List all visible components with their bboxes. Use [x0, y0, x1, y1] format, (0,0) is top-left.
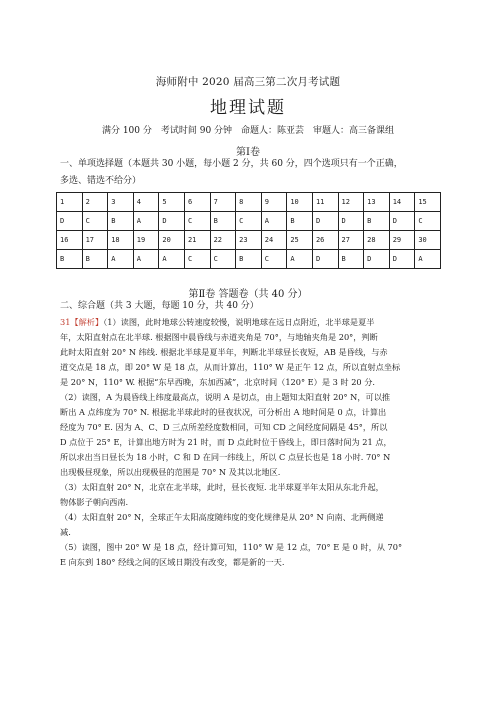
answer-table-cell: C — [415, 212, 441, 231]
answer-table-cell: 4 — [133, 193, 159, 212]
answer-table-cell: 27 — [338, 231, 364, 250]
answer-table-cell: D — [338, 212, 364, 231]
page-title: 地理试题 — [210, 98, 286, 118]
text-line: 减. — [60, 527, 71, 537]
answer-table-cell: 26 — [312, 231, 338, 250]
answer-table-cell: 20 — [159, 231, 185, 250]
answer-table-cell: 17 — [82, 231, 108, 250]
part2-title: 第Ⅱ卷 答题卷（共 40 分） — [188, 289, 308, 300]
answer-table-cell: C — [184, 212, 210, 231]
answer-table-answer-row — [57, 212, 441, 231]
answer-table-cell: D — [57, 212, 83, 231]
answer-table-cell: 15 — [415, 193, 441, 212]
answer-table-cell: B — [82, 250, 108, 269]
answer-table-cell: B — [364, 212, 390, 231]
answer-table-cell: 19 — [133, 231, 159, 250]
answer-table-cell: B — [236, 250, 262, 269]
answer-table-cell: C — [236, 212, 262, 231]
answer-table-cell: 18 — [108, 231, 134, 250]
section2-instructions: 二、综合题（共 3 大题，每题 10 分，共 40 分） — [60, 301, 259, 311]
text-line: （3）太阳直射 20° N，北京在北半球，此时，昼长夜短. 北半球夏半年太阳从东北升起， — [60, 482, 384, 492]
text-line: 是 20° N，110° W. 根据“东早西晚，东加西减”，北京时间（120° E）是 3 时 20 分. — [60, 377, 376, 387]
answer-table-cell: 22 — [210, 231, 236, 250]
text-line: （5）读图，图中 20° W 是 18 点，经计算可知，110° W 是 12 点，70° E 是 0 时，从 70° — [60, 542, 403, 552]
answer-table-cell: D — [312, 212, 338, 231]
answer-table-cell: 13 — [364, 193, 390, 212]
answer-table-cell: 24 — [261, 231, 287, 250]
text-line: 所以求出当日昼长为 18 小时，C 和 D 在同一纬线上，所以 C 点昼长也是 18 小时. 70° N — [60, 452, 391, 462]
answer-table — [56, 192, 441, 269]
q31-explanation — [60, 315, 440, 570]
text-line: 出现极昼现象，所以出现极昼的范围是 70° N 及其以北地区. — [60, 467, 281, 477]
answer-table-cell: D — [312, 250, 338, 269]
answer-table-cell: 23 — [236, 231, 262, 250]
answer-table-cell: D — [364, 250, 390, 269]
text-line: （4）太阳直射 20° N，全球正午太阳高度随纬度的变化规律是从 20° N 向南、北两侧递 — [60, 512, 384, 522]
answer-table-cell: 21 — [184, 231, 210, 250]
answer-table-cell: C — [210, 250, 236, 269]
answer-table-cell: A — [415, 250, 441, 269]
answer-table-cell: C — [184, 250, 210, 269]
answer-table-cell: 3 — [108, 193, 134, 212]
text-line: D 点位于 25° E，计算出地方时为 21 时，而 D 点此时位于昏线上，即日落时间为 21 点， — [60, 437, 392, 447]
answer-table-cell: 5 — [159, 193, 185, 212]
part1-title: 第Ⅰ卷 — [236, 147, 260, 158]
answer-table-cell: B — [57, 250, 83, 269]
answer-table-cell: 10 — [287, 193, 313, 212]
text-line: 此时太阳直射 20° N 纬线. 根据北半球是夏半年，判断北半球昼长夜短，AB 是昏线，与赤 — [60, 347, 388, 357]
answer-table-cell: B — [287, 212, 313, 231]
text-line: 断出 A 点纬度为 70° N. 根据北半球此时的昼夜状况，可分析出 A 地时间是 0 点，计算出 — [60, 407, 387, 417]
answer-table-cell: 9 — [261, 193, 287, 212]
answer-table-cell: 29 — [389, 231, 415, 250]
section1-instructions-line2: 多选、错选不给分） — [60, 176, 142, 186]
answer-table-number-row — [57, 193, 441, 212]
answer-table-cell: 14 — [389, 193, 415, 212]
answer-table-cell: A — [159, 250, 185, 269]
answer-table-cell: D — [159, 212, 185, 231]
exam-info-line: 满分 100 分 考试时间 90 分钟 命题人：陈亚芸 审题人：高三备课组 — [101, 126, 395, 136]
answer-table-cell: 12 — [338, 193, 364, 212]
text-line: （2）读图，A 为晨昏线上纬度最高点，说明 A 是切点，由上题知太阳直射 20° N，可以推 — [60, 392, 391, 402]
answer-table-cell: 7 — [210, 193, 236, 212]
answer-table-cell: B — [338, 250, 364, 269]
answer-table-cell: 30 — [415, 231, 441, 250]
text-line — [60, 315, 440, 330]
answer-table-cell: 8 — [236, 193, 262, 212]
section1-instructions-line1: 一、单项选择题（本题共 30 小题，每小题 2 分，共 60 分，四个选项只有一个正确， — [60, 159, 403, 169]
text-line: E 向东到 180° 经线之间的区域日期没有改变，都是新的一天. — [60, 557, 285, 567]
answer-table-cell: B — [108, 212, 134, 231]
answer-table-cell: A — [133, 212, 159, 231]
q31-label: 31【解析】 — [60, 317, 104, 327]
answer-table-cell: A — [133, 250, 159, 269]
text-line: 经度为 70° E. 因为 A、C、D 三点所差经度数相同，可知 CD 之间经度间隔是 45°，所以 — [60, 422, 388, 432]
answer-table-cell: 16 — [57, 231, 83, 250]
answer-table-cell: A — [261, 212, 287, 231]
answer-table-answer-row — [57, 250, 441, 269]
answer-table-cell: 11 — [312, 193, 338, 212]
answer-table-cell: C — [82, 212, 108, 231]
answer-table-number-row — [57, 231, 441, 250]
answer-table-cell: 1 — [57, 193, 83, 212]
answer-table-cell: C — [261, 250, 287, 269]
answer-table-cell: A — [108, 250, 134, 269]
text-line: 道交点是 18 点，即 20° W 是 18 点，从而计算出，110° W 是正午 12 点，所以直射点坐标 — [60, 362, 401, 372]
answer-table-cell: A — [287, 250, 313, 269]
answer-table-cell: 6 — [184, 193, 210, 212]
text-line: 物体影子朝向西南. — [60, 497, 129, 507]
answer-table-cell: D — [389, 212, 415, 231]
answer-table-cell: 2 — [82, 193, 108, 212]
school-exam-title: 海师附中 2020 届高三第二次月考试题 — [155, 76, 341, 88]
text-line-content: （1）读图，此时地球公转速度较慢，说明地球在远日点附近，北半球是夏半 — [103, 317, 375, 327]
answer-table-cell: 25 — [287, 231, 313, 250]
answer-table-cell: D — [389, 250, 415, 269]
answer-table-cell: B — [210, 212, 236, 231]
answer-table-cell: 28 — [364, 231, 390, 250]
text-line: 年，太阳直射点在北半球. 根据图中晨昏线与赤道夹角是 70°，与地轴夹角是 20°，判断 — [60, 332, 378, 342]
